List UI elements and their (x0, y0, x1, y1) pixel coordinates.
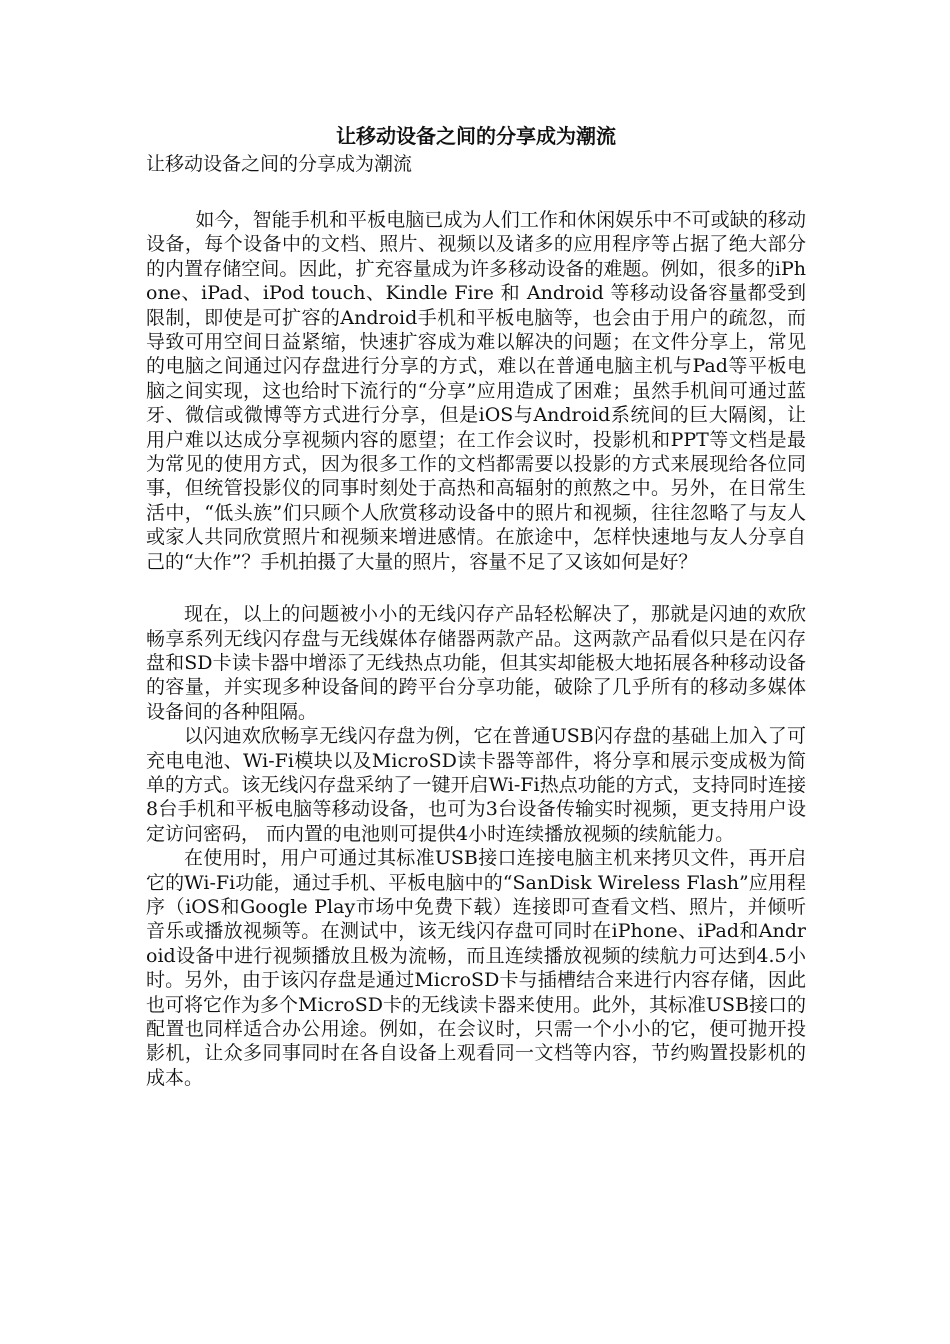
body-paragraph-4: 在使用时，用户可通过其标准USB接口连接电脑主机来拷贝文件，再开启它的Wi-Fi功能，通过手机、平板电脑中的“SanDisk Wireless Flash”应用程序（iOS和Google Play市场中免费下载）连接即可查看文档、照片，并倾听音乐或播放视频等。在测试中，该无线闪存盘可同时在iPhone、iPad和Android设备中进行视频播放且极为流畅，而且连续播放视频的续航力可达到4.5小时。另外，由于该闪存盘是通过MicroSD卡与插槽结合来进行内容存储，因此也可将它作为多个MicroSD卡的无线读卡器来使用。此外，其标准USB接口的配置也同样适合办公用途。例如，在会议时，只需一个小小的它，便可抛开投影机，让众多同事同时在各自设备上观看同一文档等内容，节约购置投影机的成本。 (146, 847, 806, 1089)
document-subtitle: 让移动设备之间的分享成为潮流 (146, 153, 413, 175)
body-paragraph-3: 以闪迪欢欣畅享无线闪存盘为例，它在普通USB闪存盘的基础上加入了可充电电池、Wi-Fi模块以及MicroSD读卡器等部件，将分享和展示变成极为简单的方式。该无线闪存盘采纳了一键开启Wi-Fi热点功能的方式，支持同时连接8台手机和平板电脑等移动设备，也可为3台设备传输实时视频，更支持用户设定访问密码， 而内置的电池则可提供4小时连续播放视频的续航能力。 (146, 725, 806, 845)
body-paragraph-2: 现在，以上的问题被小小的无线闪存产品轻松解决了，那就是闪迪的欢欣畅享系列无线闪存盘与无线媒体存储器两款产品。这两款产品看似只是在闪存盘和SD卡读卡器中增添了无线热点功能，但其实却能极大地拓展各种移动设备的容量，并实现多种设备间的跨平台分享功能，破除了几乎所有的移动多媒体设备间的各种阻隔。 (146, 603, 806, 723)
document-title: 让移动设备之间的分享成为潮流 (336, 124, 616, 148)
document-page (146, 122, 806, 1090)
body-paragraph-1: 如今，智能手机和平板电脑已成为人们工作和休闲娱乐中不可或缺的移动设备，每个设备中的文档、照片、视频以及诸多的应用程序等占据了绝大部分的内置存储空间。因此，扩充容量成为许多移动设备的难题。例如，很多的iPhone、iPad、iPod touch、Kindle Fire 和 Android 等移动设备容量都受到限制，即使是可扩容的Android手机和平板电脑等，也会由于用户的疏忽，而导致可用空间日益紧缩，快速扩容成为难以解决的问题；在文件分享上，常见的电脑之间通过闪存盘进行分享的方式，难以在普通电脑主机与Pad等平板电脑之间实现，这也给时下流行的“分享”应用造成了困难；虽然手机间可通过蓝牙、微信或微博等方式进行分享，但是iOS与Android系统间的巨大隔阂，让用户难以达成分享视频内容的愿望；在工作会议时，投影机和PPT等文档是最为常见的使用方式，因为很多工作的文档都需要以投影的方式来展现给各位同事，但统管投影仪的同事时刻处于高热和高辐射的煎熬之中。另外，在日常生活中，“低头族”们只顾个人欣赏移动设备中的照片和视频，往往忽略了与友人或家人共同欣赏照片和视频来增进感情。在旅途中，怎样快速地与友人分享自己的“大作”？手机拍摄了大量的照片，容量不足了又该如何是好？ (146, 209, 806, 573)
paragraph-gap (146, 574, 806, 602)
